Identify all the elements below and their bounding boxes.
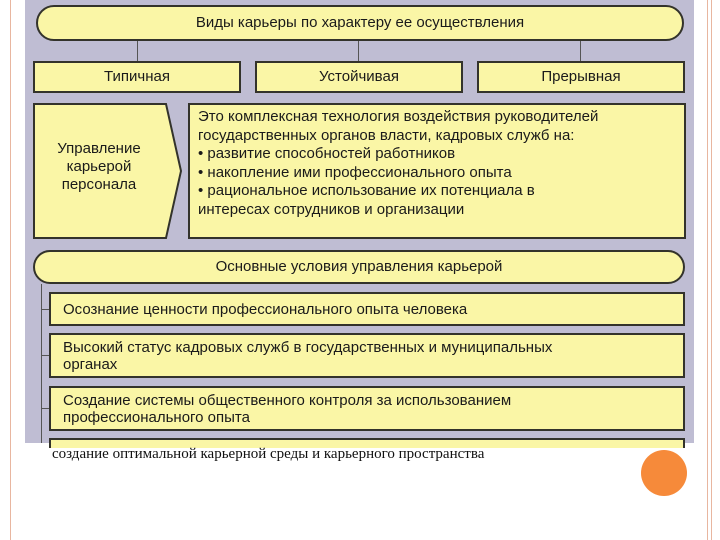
career-types-title: Виды карьеры по характеру ее осуществления	[195, 14, 525, 31]
career-type-stable	[255, 61, 463, 93]
management-description: Это комплексная технология воздействия руководителей государственных органов власти, кадровых служб на: • развитие способностей работников • накопление ими профессионального опыта • рациональное использование их потенциала в интересах сотрудников и организации	[188, 103, 686, 239]
bracket-tick	[41, 309, 49, 310]
conditions-header	[33, 250, 685, 284]
frame-right-line	[707, 0, 708, 540]
connector-line	[137, 41, 138, 61]
condition-item: Высокий статус кадровых служб в государственных и муниципальных органах	[49, 333, 685, 378]
conditions-title: Основные условия управления карьерой	[215, 258, 503, 275]
footer-text: создание оптимальной карьерной среды и карьерного пространства	[52, 446, 485, 462]
bracket-tick	[41, 408, 49, 409]
career-types-header	[36, 5, 684, 41]
career-type-typical	[33, 61, 241, 93]
frame-right-line-2	[711, 0, 712, 540]
management-label: Управление карьерой персонала	[57, 140, 141, 193]
career-type-label: Типичная	[104, 68, 170, 85]
condition-item: Осознание ценности профессионального опыта человека	[49, 292, 685, 326]
bracket-line	[41, 284, 42, 443]
career-type-label: Прерывная	[541, 68, 621, 85]
connector-line	[358, 41, 359, 61]
bracket-tick	[41, 355, 49, 356]
condition-item: Создание системы общественного контроля за использованием профессионального опыта	[49, 386, 685, 431]
career-type-interrupted	[477, 61, 685, 93]
career-type-label: Устойчивая	[319, 68, 399, 85]
connector-line	[580, 41, 581, 61]
orange-circle-decoration	[641, 450, 687, 496]
frame-left-line	[10, 0, 11, 540]
